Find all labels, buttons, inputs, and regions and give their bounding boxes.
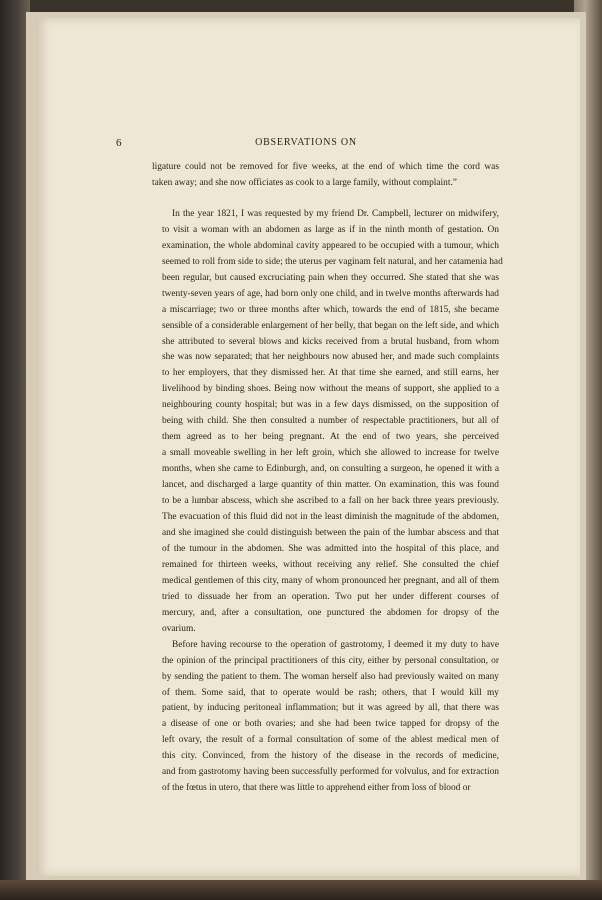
- text-line: a miscarriage; two or three months after which, towards the end of 1815, she became: [162, 304, 499, 315]
- text-line: ovarium.: [162, 623, 196, 634]
- text-line: lancet, and discharged a large quantity of thin matter. On examination, this was found: [162, 480, 499, 491]
- text-line: and she imagined she could distinguish between the pain of the lumbar abscess and that: [162, 527, 499, 538]
- text-line: Before having recourse to the operation of gastrotomy, I deemed it my duty to have: [172, 639, 499, 650]
- text-line: a disease of one or both ovaries; and she had been twice tapped for dropsy of the: [162, 719, 499, 730]
- text-line: to be a lumbar abscess, which she ascribed to a fall on her back three years previously.: [162, 496, 499, 507]
- text-line: taken away; and she now officiates as cook to a large family, without complaint.”: [152, 177, 457, 188]
- book-bottom-edge: [0, 880, 602, 900]
- text-line: The evacuation of this fluid did not in the least diminish the magnitude of the abdomen,: [162, 512, 499, 523]
- text-line: twenty-seven years of age, had born only one child, and in twelve months afterwards had: [162, 288, 499, 299]
- page-header: [116, 137, 496, 153]
- text-line: been regular, but caused excruciating pain when they occurred. She stated that she was: [162, 272, 499, 283]
- text-line: of the tumour in the abdomen. She was admitted into the hospital of this place, and: [162, 543, 499, 554]
- text-line: In the year 1821, I was requested by my friend Dr. Campbell, lecturer on midwifery,: [172, 208, 499, 219]
- body-text: [152, 160, 503, 797]
- text-line: remained for thirteen weeks, without receiving any relief. She consulted the chief: [162, 559, 499, 570]
- paragraph: [152, 207, 503, 638]
- text-line: left ovary, the result of a formal consultation of some of the ablest medical men of: [162, 735, 499, 746]
- text-line: mercury, and, after a consultation, one punctured the abdomen for dropsy of the: [162, 607, 499, 618]
- text-line: of the fœtus in utero, that there was little to apprehend either from loss of blood or: [162, 783, 471, 794]
- text-line: by sending the patient to them. The woman herself also had previously waited on many: [162, 671, 499, 682]
- text-line: to visit a woman with an abdomen as large as if in the ninth month of gestation. On: [162, 224, 499, 235]
- text-line: examination, the whole abdominal cavity appeared to be occupied with a tumour, which: [162, 240, 499, 251]
- text-line: ligature could not be removed for five weeks, at the end of which time the cord was: [152, 162, 499, 172]
- text-line: months, when she came to Edinburgh, and, on consulting a surgeon, he opened it with a: [162, 464, 499, 475]
- text-line: and from gastrotomy having been successfully performed for volvulus, and for extraction: [162, 767, 499, 778]
- running-title: OBSERVATIONS ON: [255, 137, 357, 148]
- text-line: patient, by inducing peritoneal inflammation; but it was agreed by all, that there was: [162, 703, 499, 714]
- text-line: to her employers, that they dismissed her. At that time she earned, and still earns, her: [162, 368, 499, 379]
- text-line: tried to dissuade her from an operation. Two put her under different courses of: [162, 591, 499, 602]
- text-line: livelihood by binding shoes. Being now without the means of support, she applied to a: [162, 384, 499, 395]
- text-line: of them. Some said, that to operate would be rash; others, that I would kill my: [162, 687, 499, 698]
- text-line: neighbouring county hospital; but was in a few days dismissed, on the supposition of: [162, 400, 499, 411]
- text-line: she attributed to several blows and kicks received from a brutal husband, from whom: [162, 336, 499, 347]
- text-line: medical gentlemen of this city, many of whom pronounced her pregnant, and all of them: [162, 575, 499, 586]
- text-line: this city. Convinced, from the history of the disease in the records of medicine,: [162, 751, 499, 762]
- paragraph: [152, 638, 499, 798]
- page-number: 6: [116, 137, 123, 149]
- text-line: them agreed as to her being pregnant. At the end of two years, she perceived: [162, 432, 499, 443]
- text-line: seemed to roll from side to side; the uterus per vaginam felt natural, and her catamenia had: [162, 256, 503, 267]
- text-line: she was now separated; that her neighbours now abused her, and made such complaints: [162, 352, 499, 363]
- text-line: a small moveable swelling in her left groin, which she allowed to increase for twelve: [162, 448, 499, 459]
- paragraph: [152, 160, 499, 192]
- text-line: sensible of a considerable enlargement of her belly, that began on the left side, and which: [162, 320, 499, 331]
- text-line: being with child. She then consulted a number of respectable practitioners, but all of: [162, 416, 499, 427]
- text-line: the opinion of the principal practitioners of this city, either by personal consultation, or: [162, 655, 499, 666]
